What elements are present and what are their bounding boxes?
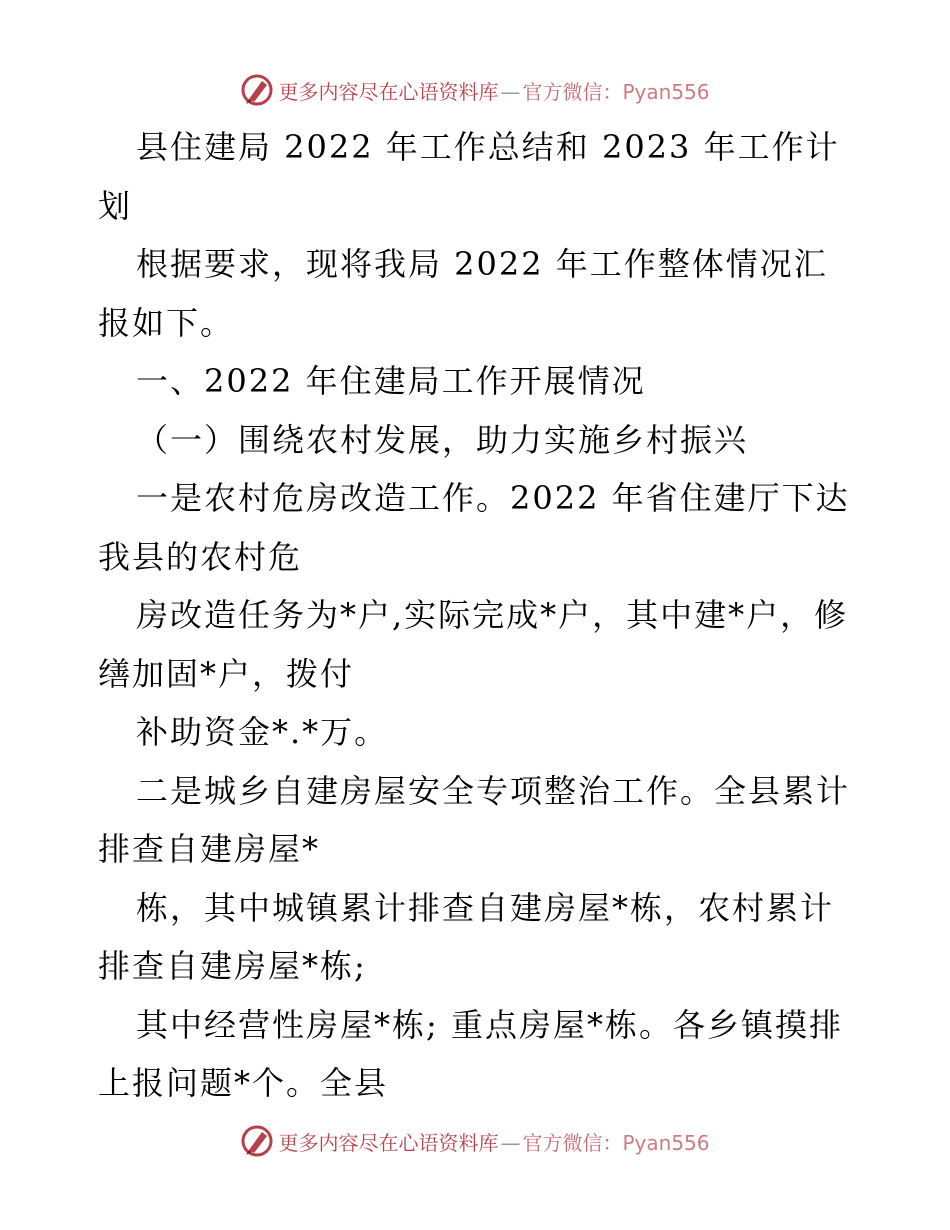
header-banner-text [278,76,709,105]
paragraph: 房改造任务为*户,实际完成*户，其中建*户，修缮加固*户，拨付 [98,596,849,693]
paragraph: 一是农村危房改造工作。2022 年省住建厅下达我县的农村危 [98,479,850,576]
pen-logo-icon [240,73,274,107]
paragraph: 栋，其中城镇累计排查自建房屋*栋，农村累计排查自建房屋*栋; [98,888,835,985]
banner-wechat-label: 官方微信： [522,79,623,104]
section-heading: 一、2022 年住建局工作开展情况 [136,362,646,400]
footer-banner-text [278,1127,709,1156]
banner-separator: — [500,1130,521,1155]
subsection-heading: （一）围绕农村发展，助力实施乡村振兴 [136,420,749,459]
pen-logo-icon [240,1124,274,1158]
document-title: 县住建局 2022 年工作总结和 2023 年工作计划 [98,128,840,225]
paragraph: 其中经营性房屋*栋; 重点房屋*栋。各乡镇摸排上报问题*个。全县 [98,1005,843,1102]
banner-slogan: 更多内容尽在心语资料库 [278,79,499,104]
banner-separator: — [500,79,521,104]
document-body [98,118,858,1113]
header-banner [0,70,950,110]
paragraph: 补助资金*.*万。 [136,713,389,751]
banner-wechat-id: Pyan556 [622,1130,710,1155]
banner-wechat-label: 官方微信： [522,1130,623,1155]
banner-slogan: 更多内容尽在心语资料库 [278,1130,499,1155]
paragraph: 二是城乡自建房屋安全专项整治工作。全县累计排查自建房屋* [98,771,851,868]
footer-banner [0,1121,950,1161]
paragraph: 根据要求，现将我局 2022 年工作整体情况汇报如下。 [98,245,828,342]
banner-wechat-id: Pyan556 [622,79,710,104]
